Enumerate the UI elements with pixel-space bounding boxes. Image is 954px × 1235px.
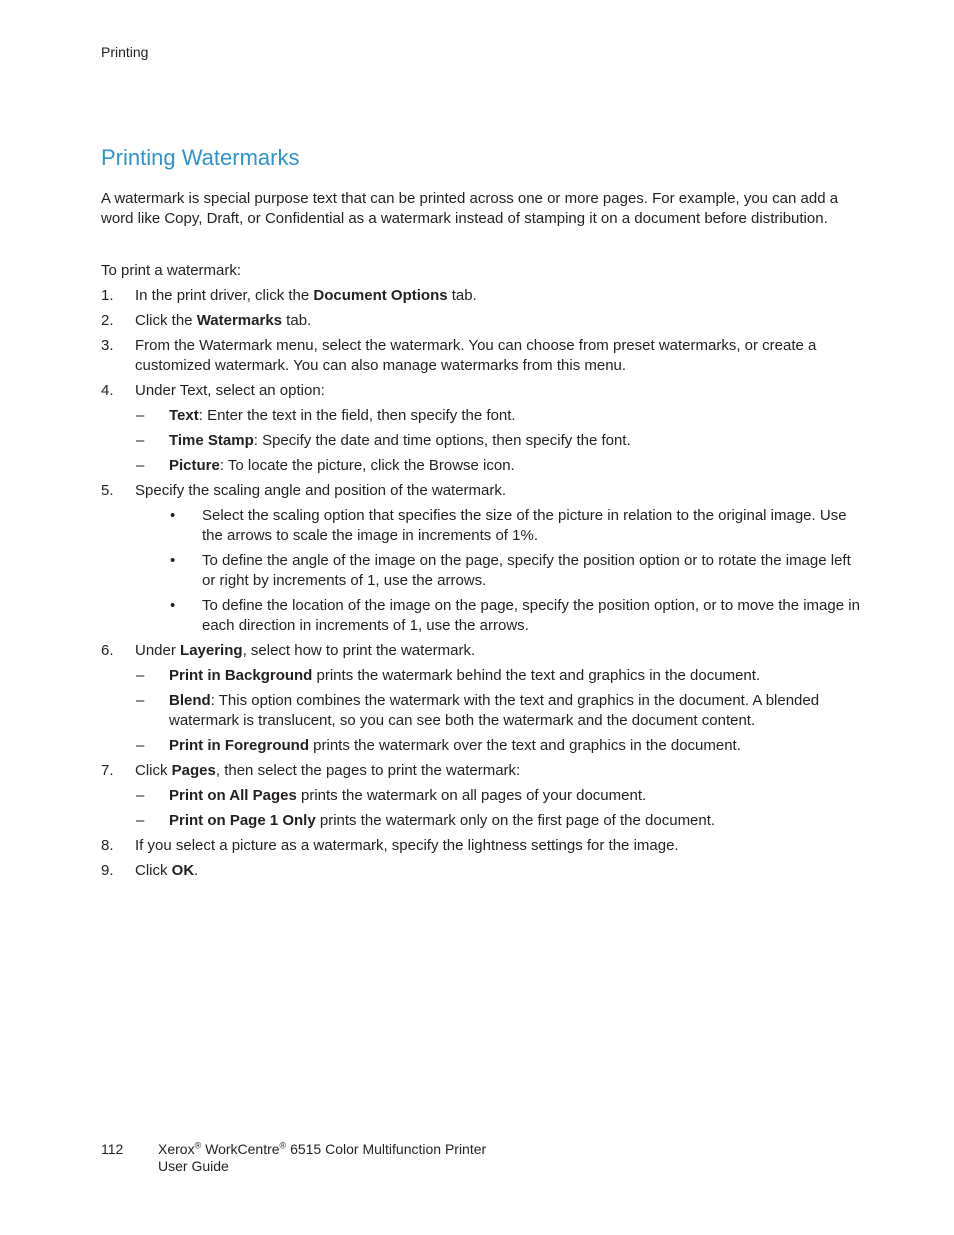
page-number: 112 [101, 1141, 124, 1157]
sub-item [101, 691, 861, 731]
sub-list [135, 406, 861, 476]
dash-marker: – [136, 457, 145, 474]
sub-text: prints the watermark only on the first page of the document. [315, 812, 716, 829]
step-2 [101, 311, 861, 331]
step-number: 8. [101, 837, 114, 854]
footer-product-name: WorkCentre [201, 1141, 280, 1157]
step-number: 3. [101, 337, 114, 354]
sub-bold: Blend [169, 692, 211, 709]
step-3 [101, 336, 861, 376]
dash-marker: – [136, 812, 145, 829]
step-text: Under Text, select an option: [135, 382, 325, 399]
sub-bold: Text [169, 407, 199, 424]
step-text-post: tab. [282, 312, 312, 329]
step-6 [101, 641, 861, 756]
sub-bold: Print on Page 1 Only [169, 812, 316, 829]
bullet-text: To define the angle of the image on the page, specify the position option or to rotate the image left or right by increments of 1, use the arrows. [202, 552, 851, 589]
sub-bold: Print on All Pages [169, 787, 297, 804]
step-number: 1. [101, 287, 114, 304]
bullet-marker: • [170, 597, 176, 614]
step-number: 6. [101, 642, 114, 659]
bullet-marker: • [170, 552, 176, 569]
step-bold: Document Options [313, 287, 448, 304]
step-4 [101, 381, 861, 476]
sub-bold: Print in Background [169, 667, 313, 684]
running-header: Printing [101, 44, 149, 60]
step-number: 9. [101, 862, 114, 879]
bullet-text: Select the scaling option that specifies the size of the picture in relation to the original image. Use the arrows to scale the image in increments of 1%. [202, 507, 847, 544]
sub-item [101, 811, 861, 831]
footer-brand: Xerox [158, 1141, 195, 1157]
registered-mark: ® [279, 1140, 287, 1151]
page-title: Printing Watermarks [101, 145, 300, 170]
footer-guide: User Guide [158, 1158, 229, 1174]
bullet-list [135, 506, 861, 636]
sub-text: : Enter the text in the field, then specify the font. [198, 407, 516, 424]
sub-list [135, 786, 861, 831]
bullet-item [168, 596, 861, 636]
sub-bold: Time Stamp [169, 432, 254, 449]
sub-text: prints the watermark over the text and graphics in the document. [309, 737, 741, 754]
sub-item [101, 666, 861, 686]
step-bold: Layering [180, 642, 243, 659]
step-bold: OK [171, 862, 195, 879]
sub-bold: Picture [169, 457, 220, 474]
step-number: 5. [101, 482, 114, 499]
step-text: Click the [135, 312, 197, 329]
sub-text: prints the watermark on all pages of your document. [296, 787, 647, 804]
step-bold: Watermarks [196, 312, 283, 329]
sub-text: : Specify the date and time options, then specify the font. [253, 432, 631, 449]
sub-list [135, 666, 861, 756]
dash-marker: – [136, 737, 145, 754]
sub-bold: Print in Foreground [169, 737, 309, 754]
registered-mark: ® [194, 1140, 202, 1151]
step-text-post: , then select the pages to print the watermark: [215, 762, 521, 779]
step-bold: Pages [171, 762, 216, 779]
step-text: Click [135, 762, 172, 779]
step-8 [101, 836, 861, 856]
dash-marker: – [136, 432, 145, 449]
sub-item [101, 456, 861, 476]
step-text: Click [135, 862, 172, 879]
step-number: 4. [101, 382, 114, 399]
step-7 [101, 761, 861, 831]
intro-paragraph: A watermark is special purpose text that can be printed across one or more pages. For example, you can add a word like Copy, Draft, or Confidential as a watermark instead of stamping it on a document before distribution. [101, 190, 839, 227]
step-text-post: tab. [447, 287, 477, 304]
step-text: In the print driver, click the [135, 287, 314, 304]
step-text: Specify the scaling angle and position of the watermark. [135, 482, 507, 499]
footer-model: 6515 Color Multifunction Printer [286, 1141, 487, 1157]
sub-item [101, 406, 861, 426]
step-number: 7. [101, 762, 114, 779]
sub-text: : This option combines the watermark with the text and graphics in the document. A blended watermark is translucent, so you can see both the watermark and the document content. [169, 692, 820, 729]
step-text: If you select a picture as a watermark, specify the lightness settings for the image. [135, 837, 679, 854]
steps-list [101, 286, 861, 886]
sub-item [101, 431, 861, 451]
bullet-item [168, 506, 861, 546]
bullet-marker: • [170, 507, 176, 524]
dash-marker: – [136, 692, 145, 709]
bullet-text: To define the location of the image on the page, specify the position option, or to move the image in each direction in increments of 1, use the arrows. [202, 597, 860, 634]
steps-lead: To print a watermark: [101, 262, 242, 279]
dash-marker: – [136, 787, 145, 804]
sub-item [101, 736, 861, 756]
step-text-post: , select how to print the watermark. [242, 642, 476, 659]
step-9 [101, 861, 861, 881]
step-number: 2. [101, 312, 114, 329]
step-text: From the Watermark menu, select the watermark. You can choose from preset watermarks, or create a customized watermark. You can also manage watermarks from this menu. [135, 337, 817, 374]
sub-item [101, 786, 861, 806]
footer-product [158, 1141, 486, 1175]
step-text-post: . [194, 862, 199, 879]
bullet-item [168, 551, 861, 591]
step-5 [101, 481, 861, 636]
sub-text: : To locate the picture, click the Browse icon. [219, 457, 515, 474]
sub-text: prints the watermark behind the text and graphics in the document. [312, 667, 761, 684]
step-text: Under [135, 642, 181, 659]
dash-marker: – [136, 407, 145, 424]
step-1 [101, 286, 861, 306]
dash-marker: – [136, 667, 145, 684]
